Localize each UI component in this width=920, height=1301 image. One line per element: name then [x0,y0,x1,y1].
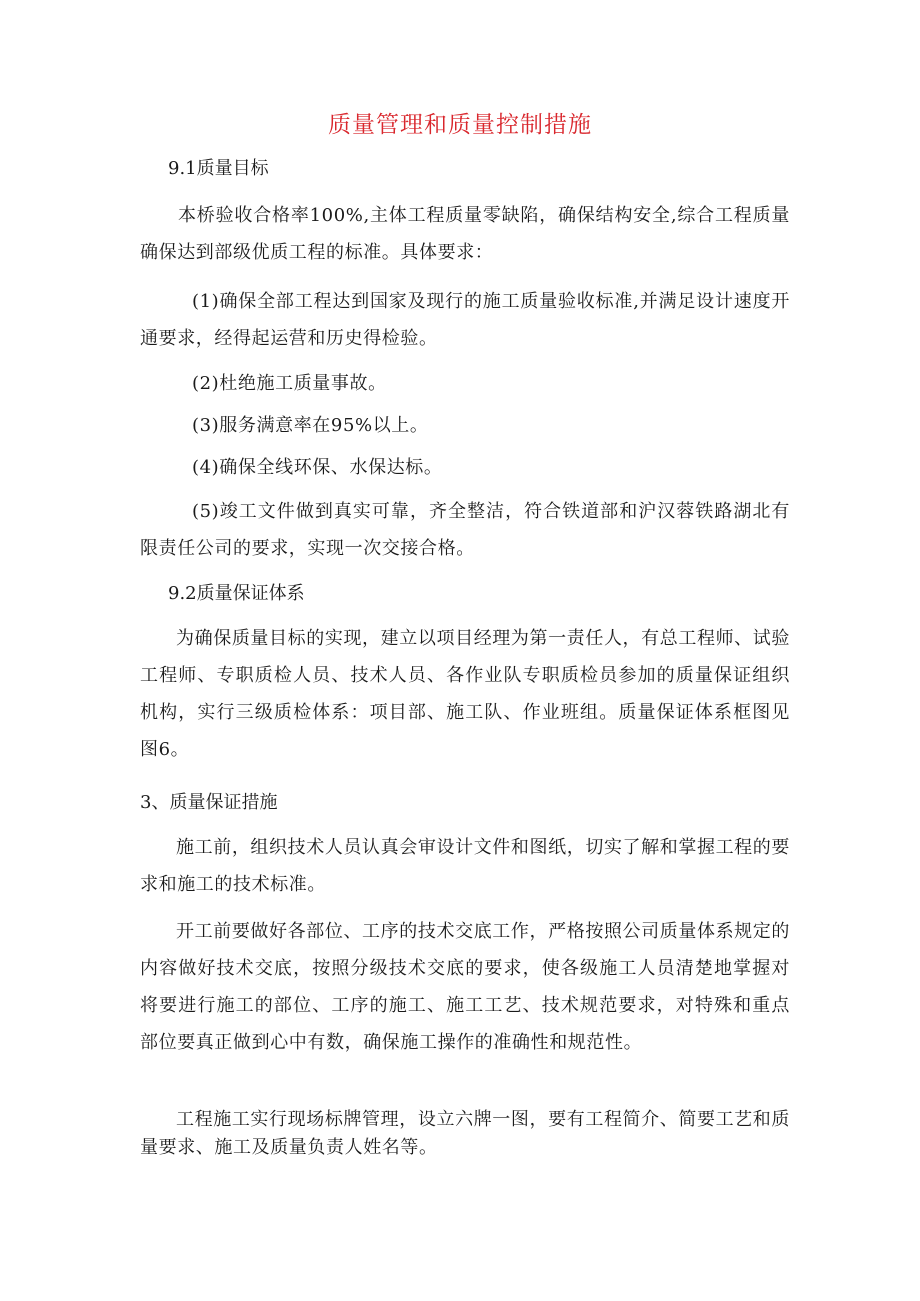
paragraph-quality-target: 本桥验收合格率100%,主体工程质量零缺陷，确保结构安全,综合工程质量确保达到部级优质工程的标准。具体要求： [140,205,790,263]
section-heading-9-1: 9.1质量目标 [168,158,269,179]
section-heading-3: 3、质量保证措施 [140,792,278,813]
page-title: 质量管理和质量控制措施 [328,112,592,138]
paragraph-site-signage: 工程施工实行现场标牌管理，设立六牌一图，要有工程简介、简要工艺和质量要求、施工及质量负责人姓名等。 [140,1109,790,1158]
list-item-1: (1)确保全部工程达到国家及现行的施工质量验收标准,并满足设计速度开通要求，经得起运营和历史得检验。 [140,291,790,349]
list-item-2: (2)杜绝施工质量事故。 [192,373,387,394]
section-heading-9-2: 9.2质量保证体系 [168,583,305,604]
list-item-5: (5)竣工文件做到真实可靠，齐全整洁，符合铁道部和沪汉蓉铁路湖北有限责任公司的要求，实现一次交接合格。 [140,501,790,559]
list-item-4: (4)确保全线环保、水保达标。 [192,457,443,478]
list-item-3: (3)服务满意率在95%以上。 [192,415,429,436]
paragraph-before-construction: 施工前，组织技术人员认真会审设计文件和图纸，切实了解和掌握工程的要求和施工的技术标准。 [140,837,790,895]
paragraph-quality-system: 为确保质量目标的实现，建立以项目经理为第一责任人，有总工程师、试验工程师、专职质检人员、技术人员、各作业队专职质检员参加的质量保证组织机构，实行三级质检体系：项目部、施工队、作业班组。质量保证体系框图见图6。 [140,628,790,760]
paragraph-technical-briefing: 开工前要做好各部位、工序的技术交底工作，严格按照公司质量体系规定的内容做好技术交底，按照分级技术交底的要求，使各级施工人员清楚地掌握对将要进行施工的部位、工序的施工、施工工艺、技术规范要求，对特殊和重点部位要真正做到心中有数，确保施工操作的准确性和规范性。 [140,921,790,1053]
